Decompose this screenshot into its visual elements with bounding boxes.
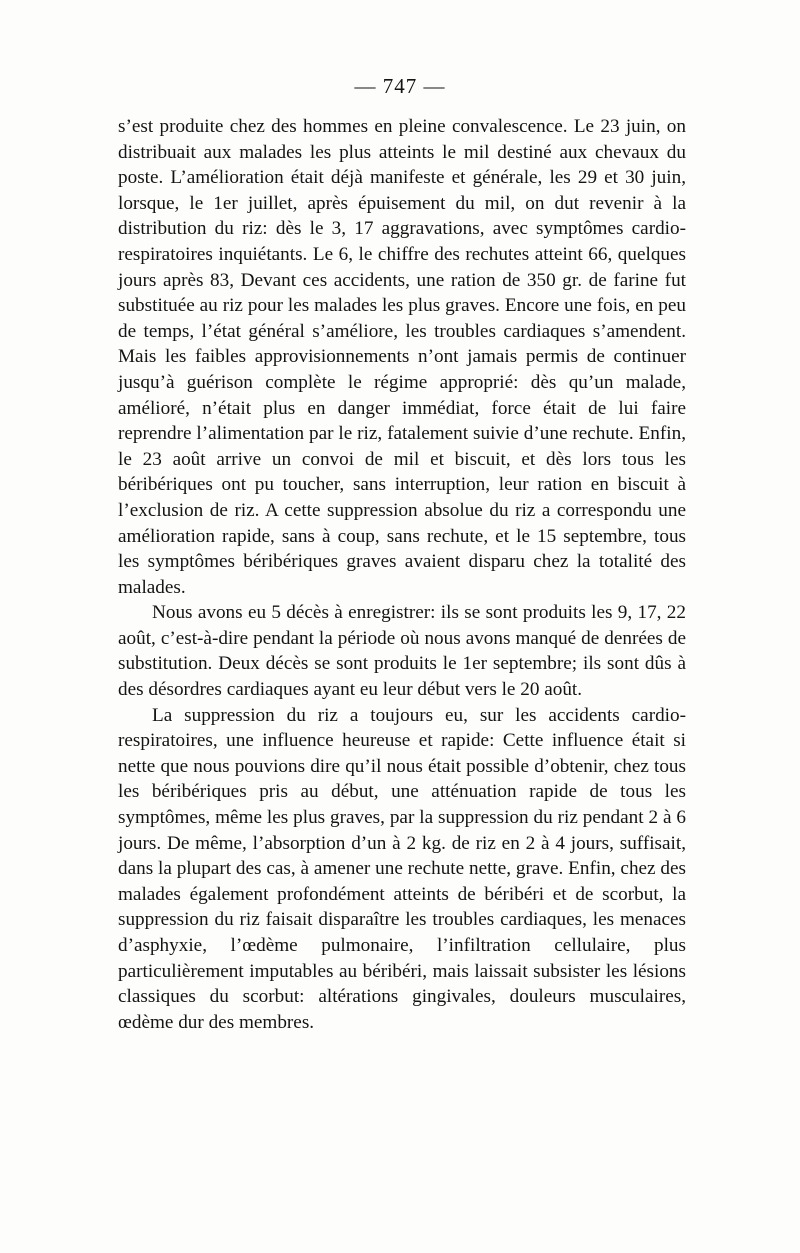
- paragraph-3: La suppression du riz a toujours eu, sur les accidents cardio-respiratoires, une influence heureuse et rapide: Cette influence était si nette que nous pouvions dire qu’il nous était possible d’obtenir, chez tous les béribériques pris au début, une atténuation rapide de tous les symptômes, même les plus graves, par la suppression du riz pendant 2 à 6 jours. De même, l’absorption d’un à 2 kg. de riz en 2 à 4 jours, suffisait, dans la plupart des cas, à amener une rechute nette, grave. Enfin, chez des malades également profondément atteints de béribéri et de scorbut, la suppression du riz faisait disparaître les troubles cardiaques, les menaces d’asphyxie, l’œdème pulmonaire, l’infiltration cellulaire, plus particulièrement imputables au béribéri, mais laissait subsister les lésions classiques du scorbut: altérations gingivales, douleurs musculaires, œdème dur des membres.: [118, 704, 686, 1033]
- paragraph-2: Nous avons eu 5 décès à enregistrer: ils se sont produits les 9, 17, 22 août, c’est-à-dire pendant la période où nous avons manqué de denrées de substitution. Deux décès se sont produits le 1er septembre; ils sont dûs à des désordres cardiaques ayant eu leur début vers le 20 août.: [118, 602, 686, 701]
- paragraph-1: s’est produite chez des hommes en pleine convalescence. Le 23 juin, on distribuait aux malades les plus atteints le mil destiné aux chevaux du poste. L’amélioration était déjà manifeste et générale, les 29 et 30 juin, lorsque, le 1er juillet, après épuisement du mil, on dut revenir à la distribution du riz: dès le 3, 17 aggravations, avec symptômes cardio-respiratoires inquiétants. Le 6, le chiffre des rechutes atteint 66, quelques jours après 83, Devant ces accidents, une ration de 350 gr. de farine fut substituée au riz pour les malades les plus graves. Encore une fois, en peu de temps, l’état général s’améliore, les troubles cardiaques s’amendent. Mais les faibles approvisionnements n’ont jamais permis de continuer jusqu’à guérison complète le régime approprié: dès qu’un malade, amélioré, n’était plus en danger immédiat, force était de lui faire reprendre l’alimentation par le riz, fatalement suivie d’une rechute. Enfin, le 23 août arrive un convoi de mil et biscuit, et dès lors tous les béribériques ont pu toucher, sans interruption, leur ration en biscuit à l’exclusion de riz. A cette suppression absolue du riz a correspondu une amélioration rapide, sans à coup, sans rechute, et le 15 septembre, tous les symptômes béribériques graves avaient disparu chez la totalité des malades.: [118, 116, 686, 598]
- body-text: [118, 114, 686, 1035]
- page-number: — 747 —: [354, 74, 446, 98]
